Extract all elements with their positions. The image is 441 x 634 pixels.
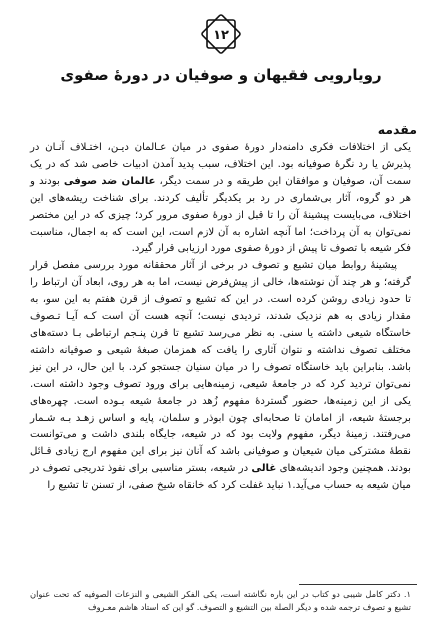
- section-heading: مقدمه: [377, 122, 417, 137]
- paragraph-1: یکی از اختلافات فکری دامنه‌دار دورهٔ صفوی در میان عـالمان دیـن، اختـلاف آنـان در پذیرش یا رد نگرهٔ صوفیانه بود. این اختلاف، سبب پدید آمدن ادبیات خاصی شد که در یک سمت آن، صوفیان و موافقان این طریقه و در سمت دیگر، عالمان ضد صوفی بودند و هر دو گروه، آثار بی‌شماری در رد بر یکدیگر تألیف کردند. برای شناخت ریشه‌های این اختلاف، می‌بایست پیشینهٔ آن را تا قبل از دورهٔ صفوی مرور کرد؛ چیزی که در این مختصر نمی‌توان به آن پرداخت؛ اما آنچه اشاره به آن لازم است، این است که به اجمال، مناسبت فکر شیعه با تصوف تا پیش از دورهٔ صفوی مورد ارزیابی قرار گیرد.: [30, 142, 411, 255]
- chapter-number: ۱۲: [213, 28, 229, 43]
- chapter-number-badge: [199, 12, 243, 56]
- paragraph-2: پیشینهٔ روابط میان تشیع و تصوف در برخی از آثار محققانه مورد بررسی مفصل قرار گرفته؛ و هر چند آن نوشته‌ها، خالی از پیش‌فرض نیست، اما به هر روی، ابعاد آن ارتباط را تا حدود زیادی روشن کرده است. در این که تشیع و تصوف از قرن هفتم به این سو، به مقدار زیادی به هم نزدیک شدند، تردیدی نیست؛ آنچه هست آن است کـه آیـا تـصوف خاستگاه شیعی داشته یا سنی. به نظر می‌رسد تشیع تا قرن پنـجم ارتباطی بـا دسته‌های مختلف تصوف نداشته و نتوان آثاری را یافت که همزمان صبغهٔ شیعی و صوفیانه داشته باشد. بنابراین باید خاستگاه تصوف را در میان سنیان جستجو کرد. با این حال، در این نیز نمی‌توان تردید کرد که در جامعهٔ شیعی، زمینه‌هایی برای ورود تصوف وجود داشته است. یکی از این زمینه‌ها، حضور گستردهٔ مفهوم زُهد در جامعهٔ شیعه بـوده است. چهره‌های برجستهٔ شیعه، از امامان تا صحابه‌ای چون ابوذر و سلمان، پایه و اساس زهـد بـه شـمار می‌رفتند. زمینهٔ دیگر، مفهوم ولایت بود که در شیعه، جایگاه بلندی داشت و می‌توانست نقطهٔ مشترکی میان شیعیان و صوفیانی باشد که آنان نیز برای این مفهوم ارج زیادی قـائل بودند. همچنین وجود اندیشه‌های غالی در شیعه، بستر مناسبی برای نفوذ تدریجی تصوف در میان شیعه به حساب می‌آید.۱ نباید غفلت کرد که خانقاه شیخ صفی، از تسنن تا تشیع را: [30, 260, 411, 492]
- bold-term: غالی: [251, 463, 277, 475]
- bold-term: عالمان ضد صوفی: [63, 175, 156, 187]
- body-text: [30, 140, 411, 495]
- chapter-title: رویارویی فقیهان و صوفیان در دورهٔ صفوی: [60, 66, 382, 84]
- footnote: ۱. دکتر کامل شیبی دو کتاب در این باره نگاشته است، یکی الفکر الشیعی و النزعات الصوفیه که تحت عنوان تشیع و تصوف ترجمه شده و دیگر الصلة بین التشیع و التصوف. گو این که استاد هاشم معـروف: [30, 589, 411, 612]
- footnote-divider: [299, 584, 417, 585]
